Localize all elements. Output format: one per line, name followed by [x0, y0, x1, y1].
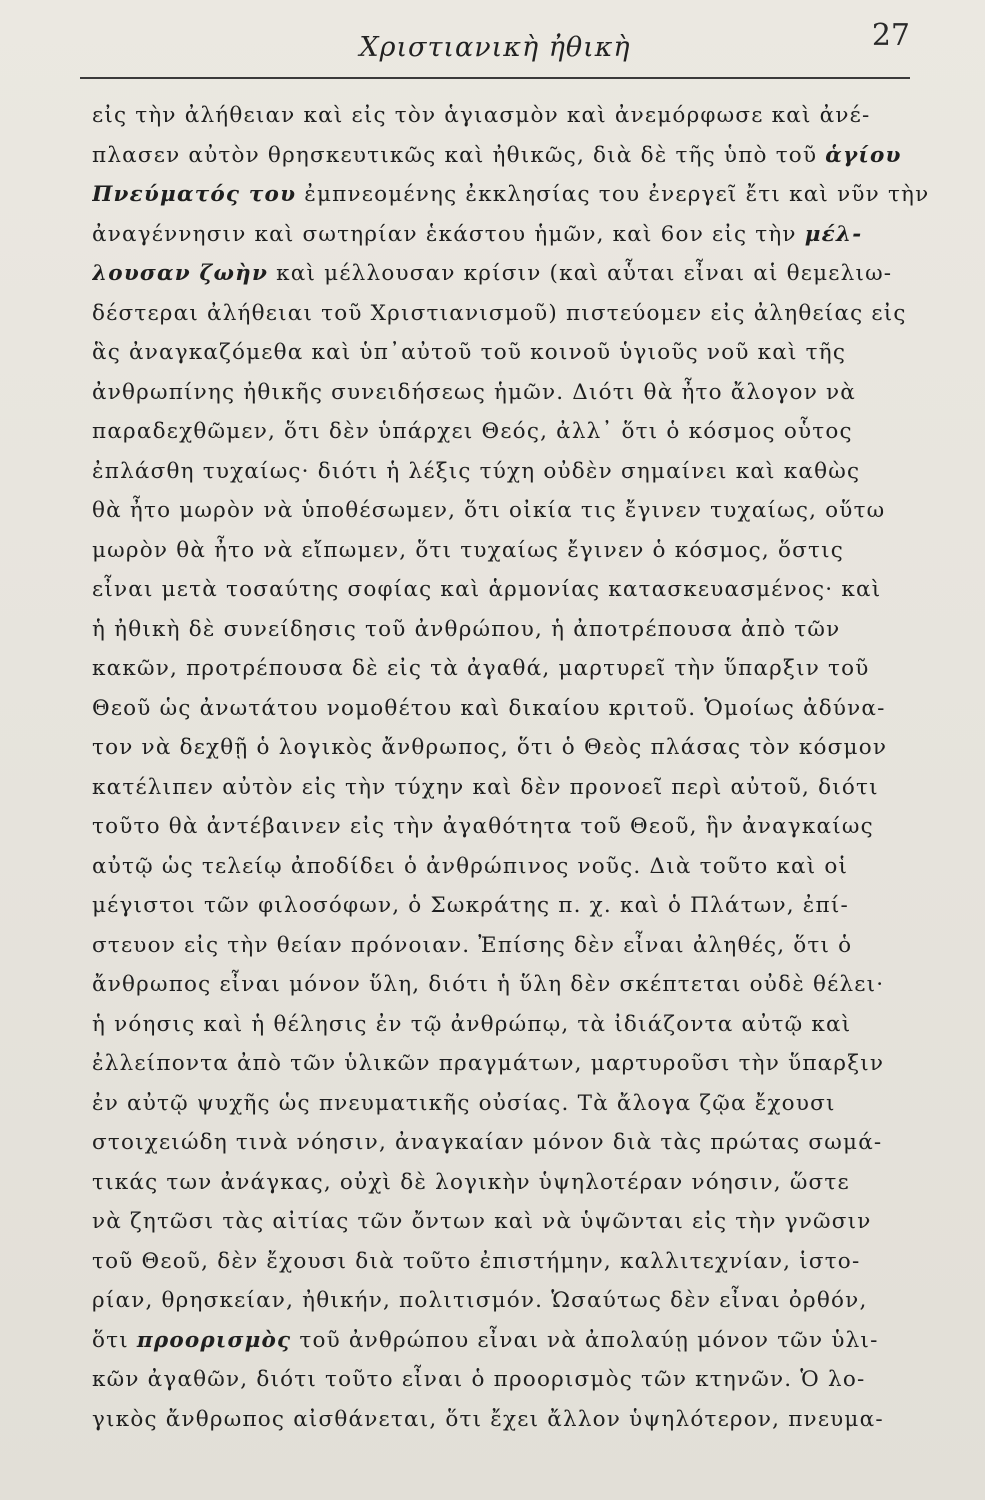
text-span: ὅτι — [92, 1327, 137, 1353]
text-line — [92, 96, 934, 136]
text-line — [92, 1281, 934, 1321]
text-line — [92, 333, 934, 373]
text-line — [92, 847, 934, 887]
emphasis-text: λουσαν ζωὴν — [92, 261, 269, 286]
text-span: στοιχειώδη τινὰ νόησιν, ἀναγκαίαν μόνον διὰ τὰς πρώτας σωμά- — [92, 1130, 883, 1155]
text-span: κατέλιπεν αὐτὸν εἰς τὴν τύχην καὶ δὲν προνοεῖ περὶ αὐτοῦ, διότι — [92, 774, 879, 800]
text-span: ἡ νόησις καὶ ἡ θέλησις ἐν τῷ ἀνθρώπῳ, τὰ ἰδιάζοντα αὐτῷ καὶ — [92, 1011, 852, 1037]
text-line — [92, 215, 934, 255]
text-span: τικάς των ἀνάγκας, οὐχὶ δὲ λογικὴν ὑψηλοτέραν νόησιν, ὥστε — [92, 1169, 850, 1195]
text-span: ρίαν, θρησκείαν, ἠθικήν, πολιτισμόν. Ὡσαύτως δὲν εἶναι ὀρθόν, — [92, 1288, 868, 1313]
text-line — [92, 1044, 934, 1084]
text-span: ἐμπνεομένης ἐκκλησίας του ἐνεργεῖ ἔτι καὶ νῦν τὴν — [296, 182, 930, 207]
text-span: μέγιστοι τῶν φιλοσόφων, ὁ Σωκράτης π. χ. καὶ ὁ Πλάτων, ἐπί- — [92, 893, 849, 918]
emphasis-text: ἁγίου — [825, 142, 902, 168]
text-line — [92, 1123, 934, 1163]
header-rule — [80, 77, 910, 79]
text-span: εἰς τὴν ἀλήθειαν καὶ εἰς τὸν ἁγιασμὸν καὶ ἀνεμόρφωσε καὶ ἀνέ- — [92, 103, 871, 128]
text-line — [92, 807, 934, 847]
text-span: τοῦτο θὰ ἀντέβαινεν εἰς τὴν ἀγαθότητα τοῦ Θεοῦ, ἣν ἀναγκαίως — [92, 814, 874, 839]
text-span: ἀναγέννησιν καὶ σωτηρίαν ἑκάστου ἡμῶν, καὶ 6ον εἰς τὴν — [92, 221, 805, 247]
text-span: στευον εἰς τὴν θείαν πρόνοιαν. Ἐπίσης δὲν εἶναι ἀληθές, ὅτι ὁ — [92, 932, 853, 958]
text-line — [92, 136, 934, 176]
text-span: τοῦ ἀνθρώπου εἶναι νὰ ἀπολαύῃ μόνον τῶν ὑλι- — [291, 1327, 879, 1353]
page-number: 27 — [871, 18, 910, 53]
text-line — [92, 531, 934, 571]
text-span: ἄνθρωπος εἶναι μόνον ὕλη, διότι ἡ ὕλη δὲν σκέπτεται οὐδὲ θέλει· — [92, 972, 885, 997]
text-span: θὰ ἦτο μωρὸν νὰ ὑποθέσωμεν, ὅτι οἰκία τις ἔγινεν τυχαίως, οὕτω — [92, 498, 886, 523]
text-span: Θεοῦ ὡς ἀνωτάτου νομοθέτου καὶ δικαίου κριτοῦ. Ὁμοίως ἀδύνα- — [92, 695, 886, 721]
text-line — [92, 768, 934, 808]
text-span: τον νὰ δεχθῇ ὁ λογικὸς ἄνθρωπος, ὅτι ὁ Θεὸς πλάσας τὸν κόσμον — [92, 735, 888, 760]
text-span: γικὸς ἄνθρωπος αἰσθάνεται, ὅτι ἔχει ἄλλον ὑψηλότερον, πνευμα- — [92, 1406, 884, 1432]
text-line — [92, 1400, 934, 1440]
text-line — [92, 1360, 934, 1400]
emphasis-text: Πνεύματός του — [92, 182, 297, 207]
text-span: αὐτῷ ὡς τελείῳ ἀποδίδει ὁ ἀνθρώπινος νοῦς. Διὰ τοῦτο καὶ οἱ — [92, 853, 849, 879]
text-line — [92, 1005, 934, 1045]
text-span: κῶν ἀγαθῶν, διότι τοῦτο εἶναι ὁ προορισμὸς τῶν κτηνῶν. Ὁ λο- — [92, 1367, 866, 1392]
text-line — [92, 452, 934, 492]
text-span: ἐπλάσθη τυχαίως· διότι ἡ λέξις τύχη οὐδὲν σημαίνει καὶ καθὼς — [92, 458, 861, 484]
text-line — [92, 175, 934, 215]
text-line — [92, 649, 934, 689]
text-line — [92, 491, 934, 531]
text-line — [92, 570, 934, 610]
text-line — [92, 1202, 934, 1242]
text-span: κακῶν, προτρέπουσα δὲ εἰς τὰ ἀγαθά, μαρτυρεῖ τὴν ὕπαρξιν τοῦ — [92, 656, 870, 681]
text-span: παραδεχθῶμεν, ὅτι δὲν ὑπάρχει Θεός, ἀλλ᾿ ὅτι ὁ κόσμος οὗτος — [92, 419, 853, 444]
emphasis-text: προορισμὸς — [136, 1327, 292, 1353]
text-line — [92, 926, 934, 966]
text-span: ἐν αὐτῷ ψυχῆς ὡς πνευματικῆς οὐσίας. Τὰ ἄλογα ζῷα ἔχουσι — [92, 1090, 836, 1116]
text-line — [92, 1242, 934, 1282]
text-line — [92, 254, 934, 294]
text-line — [92, 965, 934, 1005]
text-line — [92, 1321, 934, 1361]
text-line — [92, 1084, 934, 1124]
text-span: νὰ ζητῶσι τὰς αἰτίας τῶν ὄντων καὶ νὰ ὑψῶνται εἰς τὴν γνῶσιν — [92, 1209, 872, 1234]
text-line — [92, 294, 934, 334]
text-line — [92, 412, 934, 452]
text-span: τοῦ Θεοῦ, δὲν ἔχουσι διὰ τοῦτο ἐπιστήμην, καλλιτεχνίαν, ἱστο- — [92, 1248, 861, 1274]
text-line — [92, 1163, 934, 1203]
text-span: καὶ μέλλουσαν κρίσιν (καὶ αὗται εἶναι αἱ θεμελιω- — [268, 261, 893, 286]
text-span: μωρὸν θὰ ἦτο νὰ εἴπωμεν, ὅτι τυχαίως ἔγινεν ὁ κόσμος, ὅστις — [92, 537, 844, 563]
text-span: ἀνθρωπίνης ἠθικῆς συνειδήσεως ἡμῶν. Διότι θὰ ἦτο ἄλογον νὰ — [92, 379, 856, 405]
text-span: ἃς ἀναγκαζόμεθα καὶ ὑπ᾿αὐτοῦ τοῦ κοινοῦ ὑγιοῦς νοῦ καὶ τῆς — [92, 340, 847, 365]
running-head — [80, 12, 910, 76]
text-span: εἶναι μετὰ τοσαύτης σοφίας καὶ ἁρμονίας κατασκευασμένος· καὶ — [92, 577, 882, 602]
text-span: ἡ ἠθικὴ δὲ συνείδησις τοῦ ἀνθρώπου, ἡ ἀποτρέπουσα ἀπὸ τῶν — [92, 616, 841, 642]
text-line — [92, 373, 934, 413]
text-span: ἐλλείποντα ἀπὸ τῶν ὑλικῶν πραγμάτων, μαρτυροῦσι τὴν ὕπαρξιν — [92, 1051, 885, 1076]
text-line — [92, 728, 934, 768]
running-title: Χριστιανικὴ ἠθικὴ — [359, 32, 631, 63]
text-line — [92, 689, 934, 729]
emphasis-text: μέλ- — [804, 221, 863, 247]
text-line — [92, 886, 934, 926]
body-text — [92, 96, 934, 1439]
text-line — [92, 610, 934, 650]
text-span: δέστεραι ἀλήθειαι τοῦ Χριστιανισμοῦ) πιστεύομεν εἰς ἀληθείας εἰς — [92, 300, 907, 326]
text-span: πλασεν αὐτὸν θρησκευτικῶς καὶ ἠθικῶς, διὰ δὲ τῆς ὑπὸ τοῦ — [92, 142, 826, 168]
